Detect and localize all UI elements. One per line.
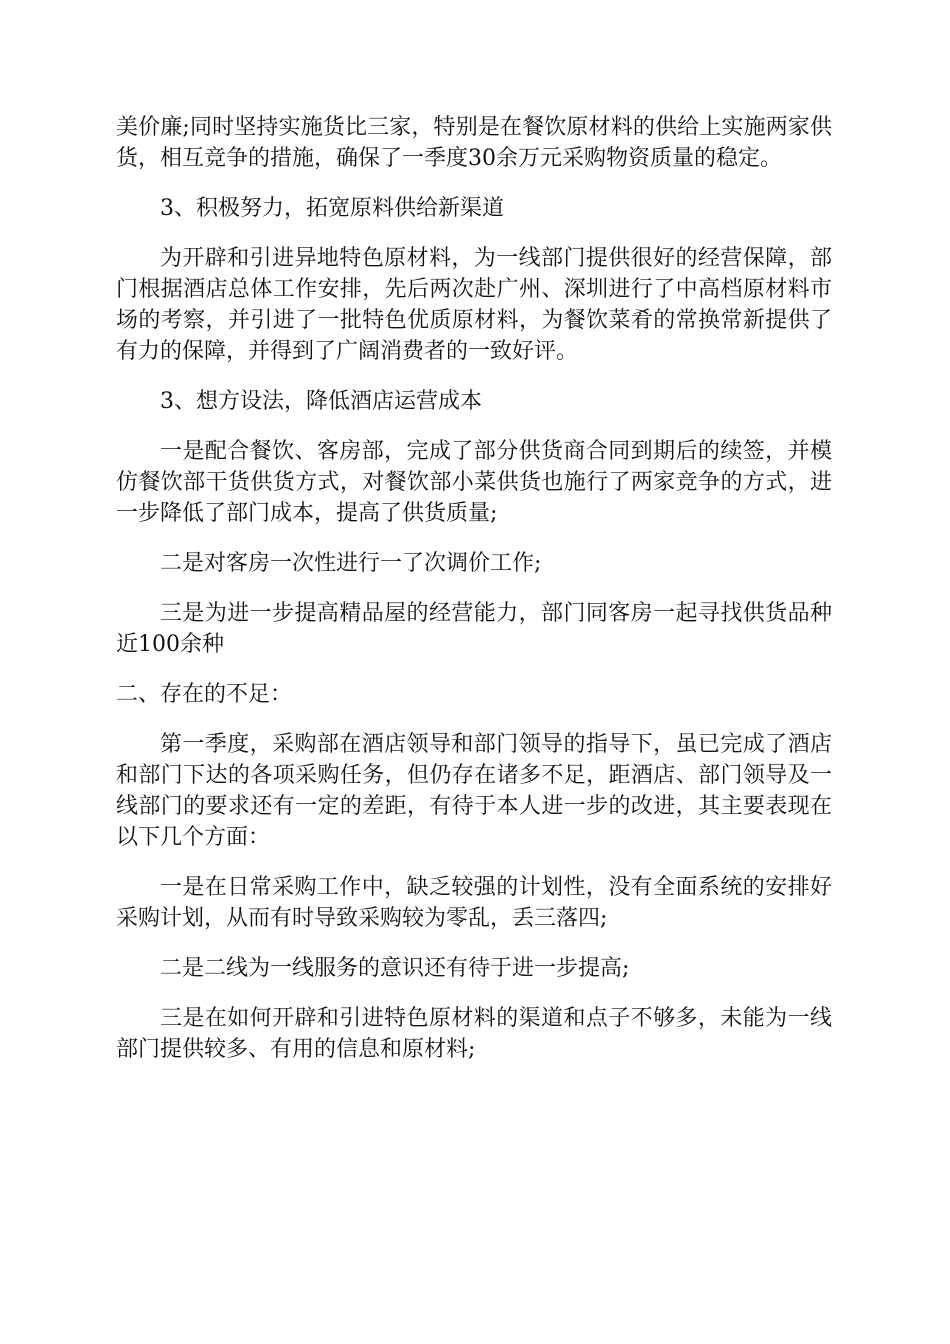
- paragraph-1: 美价廉;同时坚持实施货比三家，特别是在餐饮原材料的供给上实施两家供货，相互竞争的措施，确保了一季度30余万元采购物资质量的稳定。: [116, 115, 832, 171]
- paragraph-10: 一是在日常采购工作中，缺乏较强的计划性，没有全面系统的安排好采购计划，从而有时导致采购较为零乱，丢三落四;: [116, 875, 832, 931]
- paragraph-12: 三是在如何开辟和引进特色原材料的渠道和点子不够多，未能为一线部门提供较多、有用的信息和原材料;: [116, 1006, 832, 1062]
- paragraph-11: 二是二线为一线服务的意识还有待于进一步提高;: [160, 956, 630, 981]
- section-heading-3-expand-sources: 3、积极努力，拓宽原料供给新渠道: [160, 196, 504, 221]
- paragraph-3: 为开辟和引进异地特色原材料，为一线部门提供很好的经营保障，部门根据酒店总体工作安排，先后两次赴广州、深圳进行了中高档原材料市场的考察，并引进了一批特色优质原材料，为餐饮菜肴的常换常新提供了有力的保障，并得到了广阔消费者的一致好评。: [116, 246, 832, 364]
- section-heading-3-reduce-costs: 3、想方设法，降低酒店运营成本: [160, 389, 482, 414]
- document-page: [116, 112, 832, 1084]
- paragraph-7: 三是为进一步提高精品屋的经营能力，部门同客房一起寻找供货品种近100余种: [116, 601, 832, 657]
- section-heading-shortcomings: 二、存在的不足：: [116, 682, 293, 707]
- paragraph-5: 一是配合餐饮、客房部，完成了部分供货商合同到期后的续签，并模仿餐饮部干货供货方式，对餐饮部小菜供货也施行了两家竞争的方式，进一步降低了部门成本，提高了供货质量;: [116, 439, 832, 526]
- paragraph-9: 第一季度，采购部在酒店领导和部门领导的指导下，虽已完成了酒店和部门下达的各项采购任务，但仍存在诸多不足，距酒店、部门领导及一线部门的要求还有一定的差距，有待于本人进一步的改进，其主要表现在以下几个方面：: [116, 732, 832, 850]
- paragraph-6: 二是对客房一次性进行一了次调价工作;: [160, 551, 542, 576]
